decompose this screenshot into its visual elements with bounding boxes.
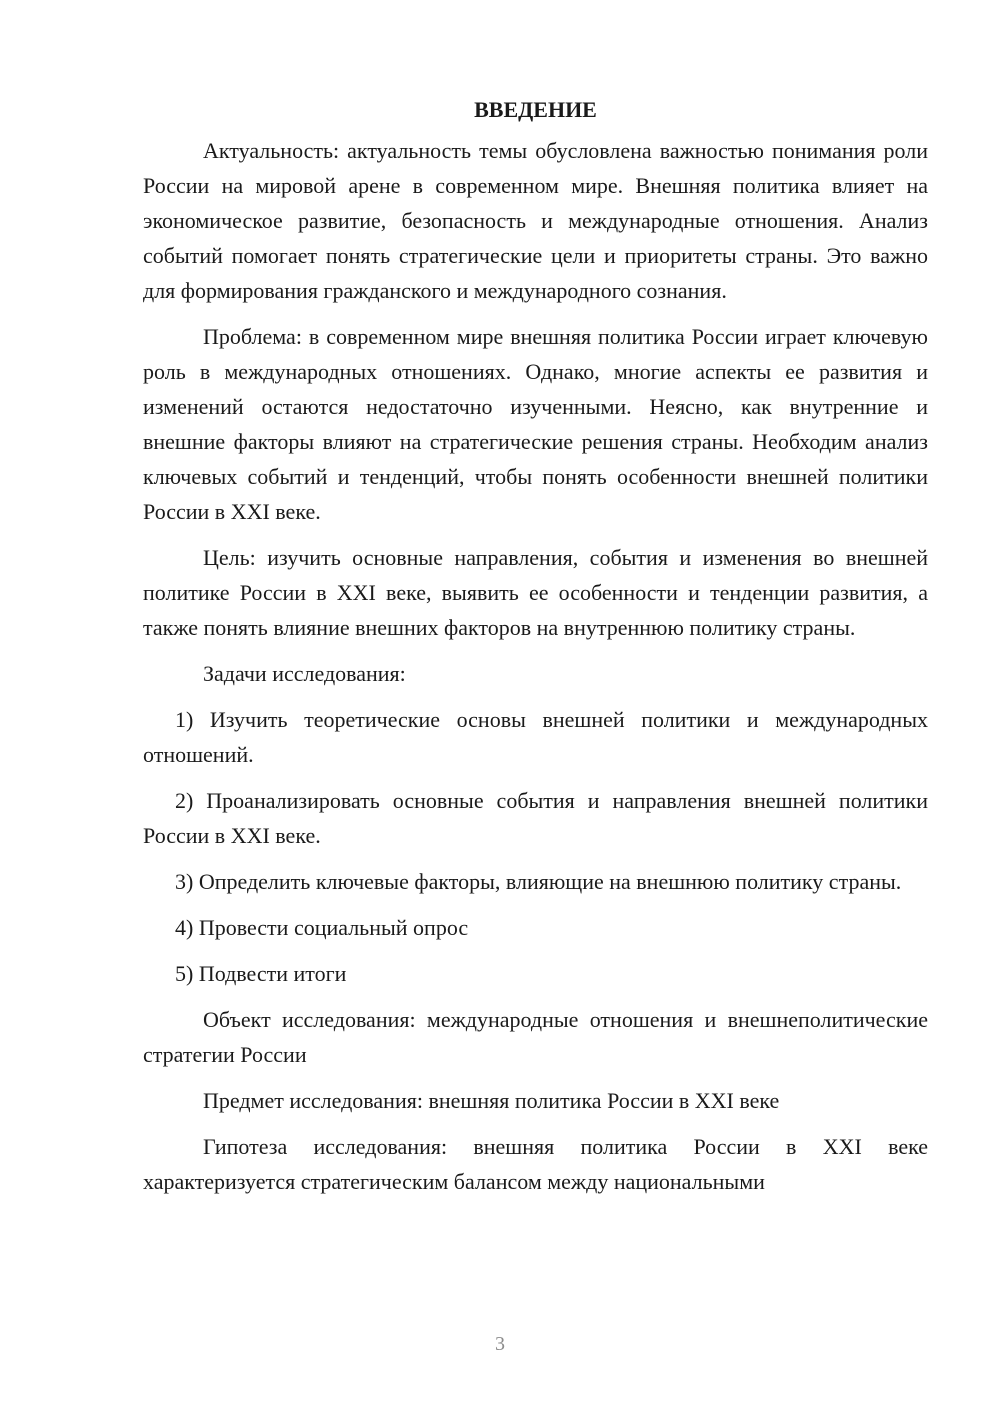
task-item-2: 2) Проанализировать основные события и направления внешней политики России в XXI веке.: [143, 788, 928, 848]
page-title: ВВЕДЕНИЕ: [474, 97, 597, 122]
task-item-4: 4) Провести социальный опрос: [175, 915, 469, 940]
task-item-5: 5) Подвести итоги: [175, 961, 347, 986]
task-item-1: 1) Изучить теоретические основы внешней политики и международных отношений.: [143, 707, 928, 767]
paragraph-tasks-heading: Задачи исследования:: [203, 661, 406, 686]
paragraph-object: Объект исследования: международные отношения и внешнеполитические стратегии России: [143, 1007, 928, 1067]
paragraph-problem: Проблема: в современном мире внешняя политика России играет ключевую роль в международных отношениях. Однако, многие аспекты ее развития и изменений остаются недостаточно изученными. Неясно, как внутренние и внешние факторы влияют на стратегические решения страны. Необходим анализ ключевых событий и тенденций, чтобы понять особенности внешней политики России в XXI веке.: [143, 324, 928, 524]
page-number: 3: [495, 1333, 505, 1355]
paragraph-subject: Предмет исследования: внешняя политика России в XXI веке: [203, 1088, 780, 1113]
paragraph-hypothesis: Гипотеза исследования: внешняя политика России в XXI веке характеризуется стратегическим балансом между национальными: [143, 1134, 928, 1194]
document-page: [143, 92, 928, 1199]
paragraph-goal: Цель: изучить основные направления, события и изменения во внешней политике России в XXI веке, выявить ее особенности и тенденции развития, а также понять влияние внешних факторов на внутреннюю политику страны.: [143, 545, 928, 640]
paragraph-relevance: Актуальность: актуальность темы обусловлена важностью понимания роли России на мировой арене в современном мире. Внешняя политика влияет на экономическое развитие, безопасность и международные отношения. Анализ событий помогает понять стратегические цели и приоритеты страны. Это важно для формирования гражданского и международного сознания.: [143, 138, 928, 303]
task-item-3: 3) Определить ключевые факторы, влияющие на внешнюю политику страны.: [175, 869, 902, 894]
